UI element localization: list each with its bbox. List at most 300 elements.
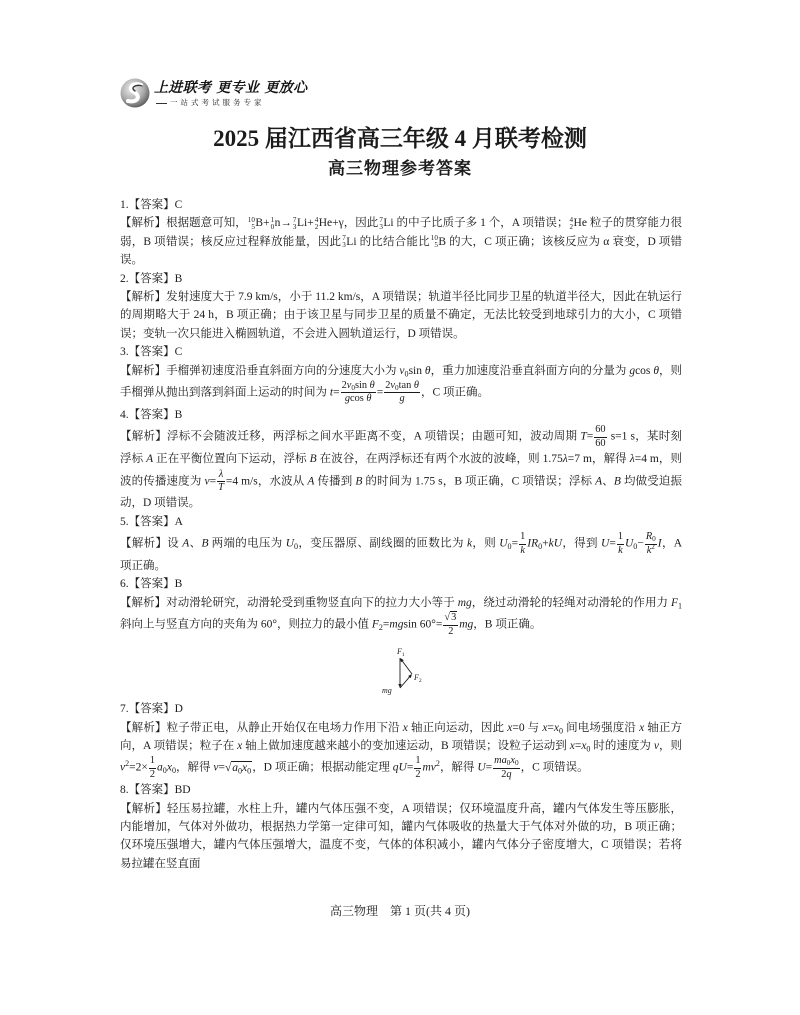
fraction xyxy=(443,612,458,638)
text-run: 的中子比质子多 1 个，A 项错误； xyxy=(393,217,569,230)
text-run: = xyxy=(382,618,390,631)
square-root xyxy=(444,611,457,623)
text-run: ，D 项正确；根据动能定理 xyxy=(252,761,393,774)
answer-label: 【答案】A xyxy=(128,515,183,528)
text-run: + xyxy=(307,217,314,230)
text-run: cos xyxy=(350,393,367,405)
text-run: = xyxy=(574,739,582,752)
text-run: = xyxy=(586,430,594,443)
analysis-paragraph xyxy=(120,362,682,406)
fraction xyxy=(645,531,657,557)
text-run: ，解得 xyxy=(439,761,478,774)
math-variable: mv xyxy=(422,761,436,774)
text-run: 【解析】设 xyxy=(120,537,183,550)
fraction xyxy=(217,469,225,495)
text-run: 1 xyxy=(149,755,156,767)
math-variable: x xyxy=(507,721,513,734)
mass-number: 7 xyxy=(379,215,383,224)
question-1 xyxy=(120,196,682,270)
math-variable: U xyxy=(624,537,634,550)
subscript: 0 xyxy=(538,542,543,552)
math-variable: v xyxy=(399,364,405,377)
math-variable: U xyxy=(499,537,508,550)
text-run: 2 xyxy=(501,768,507,780)
math-variable: x xyxy=(569,739,575,752)
answer-label: 【答案】D xyxy=(128,703,183,716)
text-run: ，则手榴弹从抛出到落到斜面上运动的时间为 xyxy=(120,364,683,399)
text-run: 3 xyxy=(451,612,457,624)
fraction xyxy=(519,531,526,557)
fraction-denominator xyxy=(414,769,421,781)
nuclide-scripts xyxy=(431,235,438,250)
atomic-number: 5 xyxy=(434,241,438,250)
question-header xyxy=(120,270,682,288)
question-number: 7. xyxy=(120,703,129,716)
math-variable: θ xyxy=(424,364,431,377)
label-f1-symbol: F xyxy=(397,647,402,657)
text-run: ，得到 xyxy=(562,537,601,550)
analysis-paragraph xyxy=(120,288,682,343)
analysis-paragraph xyxy=(120,800,682,874)
math-variable: x xyxy=(553,721,560,734)
mass-number: 7 xyxy=(292,215,297,224)
fraction-denominator xyxy=(341,393,376,405)
math-variable: λ xyxy=(218,468,224,480)
math-variable: v xyxy=(204,475,210,488)
element-symbol: n xyxy=(274,217,281,230)
text-run: + xyxy=(542,537,549,550)
math-variable: a xyxy=(232,761,239,774)
math-variable: θ xyxy=(653,364,659,377)
force-triangle-figure xyxy=(120,638,682,700)
question-5 xyxy=(120,513,682,576)
nuclide-symbol xyxy=(247,217,263,229)
question-3 xyxy=(120,343,682,406)
fraction-numerator xyxy=(594,424,606,437)
fraction-numerator xyxy=(341,380,376,393)
answer-label: 【答案】B xyxy=(128,578,183,591)
nuclide-symbol xyxy=(270,217,281,229)
fraction-numerator xyxy=(149,755,156,768)
math-variable: A xyxy=(146,453,154,466)
fraction xyxy=(384,380,420,406)
nuclide-symbol xyxy=(378,217,393,229)
text-run: ，A 项正确。 xyxy=(120,537,683,573)
text-run: ，C 项错误。 xyxy=(520,761,589,774)
math-variable: B xyxy=(201,537,209,550)
fraction-numerator xyxy=(384,380,420,393)
element-symbol: B xyxy=(438,235,447,248)
subscript: 0 xyxy=(652,535,656,544)
nuclide-symbol xyxy=(314,217,332,229)
square-root xyxy=(225,761,252,774)
text-run: 轴上做加速度越来越小的变加速运动，B 项错误；设粒子运动到 xyxy=(242,739,570,752)
text-run: 2 xyxy=(341,380,347,392)
math-variable: B xyxy=(309,453,317,466)
atomic-number: 2 xyxy=(314,222,319,231)
subscript: 0 xyxy=(586,744,591,754)
brand-slogan: 上进联考 更专业 更放心 xyxy=(154,80,308,96)
math-variable: B xyxy=(613,475,621,488)
text-run: = xyxy=(511,537,519,550)
subscript: 0 xyxy=(404,369,409,379)
math-variable: R xyxy=(645,531,653,543)
atomic-number: 2 xyxy=(569,222,574,231)
tagline-rule xyxy=(156,103,167,104)
fraction-denominator xyxy=(645,542,657,557)
analysis-paragraph xyxy=(120,214,682,269)
math-variable: k xyxy=(520,544,525,556)
text-run: 时的速度为 xyxy=(590,739,654,752)
fraction-numerator xyxy=(617,531,624,544)
subscript: 0 xyxy=(351,384,355,393)
text-run: ，绕过动滑轮的轻绳对动滑轮的作用力 xyxy=(471,596,671,609)
math-variable: g xyxy=(344,393,350,405)
question-4 xyxy=(120,406,682,513)
analysis-paragraph xyxy=(120,424,682,513)
question-number: 3. xyxy=(120,346,129,359)
math-variable: x xyxy=(510,755,515,767)
text-run: 1 xyxy=(415,755,421,767)
nuclide-scripts xyxy=(569,217,573,232)
mass-number: 10 xyxy=(430,233,438,242)
question-8 xyxy=(120,781,682,873)
math-variable: x xyxy=(237,739,243,752)
analysis-paragraph xyxy=(120,719,682,782)
label-f1 xyxy=(396,647,405,658)
text-run: =2× xyxy=(129,761,148,774)
text-run: 2 xyxy=(149,768,156,780)
text-run: = xyxy=(609,537,616,550)
math-variable: θ xyxy=(366,393,372,405)
math-variable: T xyxy=(580,430,587,443)
document-title: 2025 届江西省高三年级 4 月联考检测 xyxy=(213,126,587,151)
text-run: =7 m，解得 xyxy=(567,453,630,466)
fraction xyxy=(149,755,156,781)
math-variable: IR xyxy=(527,537,539,550)
math-variable: k xyxy=(646,544,652,556)
math-variable: g xyxy=(629,364,636,377)
subscript: 0 xyxy=(507,542,512,552)
superscript: 2 xyxy=(435,759,440,769)
text-run: 轴正向运动，因此 xyxy=(407,721,508,734)
document-subtitle: 高三物理参考答案 xyxy=(328,159,472,179)
text-run: = xyxy=(218,761,225,774)
atomic-number: 3 xyxy=(292,222,297,231)
text-run: 【解析】手榴弹初速度沿垂直斜面方向的分速度大小为 xyxy=(120,364,400,377)
text-run: 的大，C 项正确；该核反应为 α 衰变，D 项错误。 xyxy=(120,235,683,267)
text-run: 2 xyxy=(415,768,421,780)
text-run: = xyxy=(547,721,554,734)
text-run: = xyxy=(406,761,414,774)
subscript: 2 xyxy=(378,623,383,633)
text-run: 【解析】轻压易拉罐，水柱上升，罐内气体压强不变，A 项错误；仅环境温度升高，罐内气体发生等压膨胀，内能增加，气体对外做功，根据热力学第一定律可知，罐内气体吸收的热量大于气体对外做的功，B 项正确；仅环境压强增大，罐内气体压强增大，温度不变，气体的体积减小，罐内气体分子密度增大，C 项错误；若将易拉罐在竖直面 xyxy=(120,802,682,870)
text-run: cos xyxy=(635,364,654,377)
subscript: 0 xyxy=(515,759,519,768)
math-variable: F xyxy=(371,618,379,631)
text-run: 1 xyxy=(520,531,526,543)
text-run: 两端的电压为 xyxy=(208,537,286,550)
subscript: 0 xyxy=(171,766,176,776)
question-7 xyxy=(120,700,682,781)
question-header xyxy=(120,406,682,424)
mass-number: 1 xyxy=(270,215,275,224)
nuclide-scripts xyxy=(293,217,297,232)
atomic-number: 3 xyxy=(379,222,383,231)
answer-label: 【答案】C xyxy=(128,346,183,359)
math-variable: mg xyxy=(389,618,404,631)
element-symbol: Li xyxy=(346,235,357,248)
label-mg: mg xyxy=(382,686,392,696)
subscript: 0 xyxy=(633,542,638,552)
math-variable: x xyxy=(581,739,587,752)
question-header xyxy=(120,196,682,214)
element-symbol: Li xyxy=(296,217,308,230)
text-run: 均做受迫振动，D 项错误。 xyxy=(120,475,683,510)
fraction-numerator xyxy=(493,755,520,768)
math-variable: U xyxy=(477,761,486,774)
fraction-numerator xyxy=(519,531,526,544)
text-run: ，则 xyxy=(472,537,500,550)
text-run: 轴正方向，A 项错误；粒子在 xyxy=(120,721,683,752)
text-run: sin xyxy=(408,364,425,377)
nuclide-scripts xyxy=(315,217,319,232)
text-run: ，重力加速度沿垂直斜面方向的分量为 xyxy=(430,364,630,377)
label-f2-subscript: 2 xyxy=(418,678,422,685)
math-variable: qU xyxy=(392,761,407,774)
answer-label: 【答案】C xyxy=(128,199,183,211)
text-run: s=1 s，某时刻浮标 xyxy=(120,430,682,466)
math-variable: θ xyxy=(369,380,375,392)
radicand xyxy=(231,761,252,774)
subscript: 1 xyxy=(677,601,683,611)
math-variable: U xyxy=(285,537,295,550)
text-run: 【解析】发射速度大于 7.9 km/s，小于 11.2 km/s，A 项错误；轨道半径比同步卫星的轨道半径大，因此在轨运行的周期略大于 24 h，B 项正确；由于该卫星与同步卫星的质量不确定，无法比较受到地球引力的大小，C 项错误；变轨一次只能进入椭圆轨道，不会进入圆轨道运行，D 项错误。 xyxy=(120,291,682,340)
text-run: 【解析】根据题意可知， xyxy=(120,217,247,230)
question-header xyxy=(120,700,682,718)
fraction-numerator xyxy=(217,469,225,482)
nuclide-symbol xyxy=(292,217,307,229)
element-symbol: Li xyxy=(383,217,394,230)
subscript: 0 xyxy=(294,542,299,552)
text-run: 在波谷，在两浮标还有两个水波的波峰，则 1.75 xyxy=(316,453,563,466)
radicand xyxy=(450,611,457,623)
subscript: 0 xyxy=(395,384,399,393)
answer-key-content xyxy=(120,196,682,873)
text-run: =4 m/s，水波从 xyxy=(225,475,308,488)
nuclide-symbol xyxy=(568,217,586,229)
text-run: − xyxy=(637,537,644,550)
text-run: + xyxy=(263,217,270,230)
question-header xyxy=(120,575,682,593)
nuclide-symbol xyxy=(341,233,357,250)
math-variable: A xyxy=(307,475,315,488)
text-run: 粒子的贯穿能力很弱，B 项错误；核反应过程释放能量，因此 xyxy=(120,217,683,248)
text-run: 、 xyxy=(189,537,202,550)
math-variable: t xyxy=(329,386,334,399)
subscript: 0 xyxy=(247,766,252,776)
mass-number: 10 xyxy=(247,215,255,224)
question-header xyxy=(120,343,682,361)
analysis-paragraph xyxy=(120,531,682,575)
fraction xyxy=(594,424,606,450)
math-variable: x xyxy=(402,721,408,734)
math-variable: q xyxy=(506,768,512,780)
page-footer: 高三物理 第 1 页(共 4 页) xyxy=(330,904,470,918)
subscript: 0 xyxy=(238,766,243,776)
text-run: 正在平衡位置向下运动，浮标 xyxy=(153,453,310,466)
mass-number: 4 xyxy=(314,215,319,224)
math-variable: g xyxy=(399,393,405,405)
nuclide-scripts xyxy=(271,217,275,232)
text-run: =4 m，则波的传播速度为 xyxy=(120,453,683,488)
mass-number: 4 xyxy=(569,215,574,224)
text-run: = xyxy=(333,386,340,399)
answer-label: 【答案】B xyxy=(128,272,183,285)
math-variable: v xyxy=(390,380,395,392)
math-variable: v xyxy=(120,761,126,774)
brand-tagline: 一站式考试服务专家 xyxy=(170,98,265,107)
text-run: ，B 项正确。 xyxy=(473,618,542,631)
text-run: = xyxy=(485,761,493,774)
vector-f2 xyxy=(400,675,411,688)
vector-f1 xyxy=(401,660,412,675)
text-run: 【解析】粒子带正电，从静止开始仅在电场力作用下沿 xyxy=(120,721,403,734)
question-number: 5. xyxy=(120,515,129,528)
math-variable: ma xyxy=(494,755,507,767)
element-symbol: He xyxy=(318,217,333,230)
question-number: 8. xyxy=(120,784,129,797)
math-variable: B xyxy=(355,475,363,488)
fraction-denominator xyxy=(149,769,156,781)
question-6 xyxy=(120,575,682,700)
math-variable: x xyxy=(542,721,548,734)
text-run: ，则 xyxy=(658,739,683,752)
label-f2 xyxy=(413,673,422,684)
publisher-logo xyxy=(119,76,308,110)
math-variable: k xyxy=(618,544,623,556)
math-variable: F xyxy=(670,596,678,609)
subscript: 0 xyxy=(559,725,564,735)
text-run: → xyxy=(280,217,292,230)
element-symbol: He xyxy=(573,217,587,230)
fraction-denominator xyxy=(384,393,420,405)
fraction-denominator xyxy=(594,438,606,450)
text-run: = xyxy=(376,386,384,399)
math-variable: T xyxy=(218,481,224,493)
text-run: ，C 项正确。 xyxy=(420,386,489,399)
question-number: 4. xyxy=(120,408,129,421)
math-variable: U xyxy=(601,537,610,550)
math-variable: v xyxy=(346,380,352,392)
fraction xyxy=(414,755,421,781)
math-variable: I xyxy=(657,537,662,550)
text-run: 的比结合能比 xyxy=(356,235,430,248)
math-variable: a xyxy=(157,761,163,774)
math-variable: x xyxy=(639,721,645,734)
fraction-denominator xyxy=(493,769,520,781)
text-run: 1 xyxy=(617,531,623,543)
subscript: 0 xyxy=(162,766,167,776)
text-run: ，解得 xyxy=(175,761,214,774)
math-variable: λ xyxy=(562,453,568,466)
text-run: 【解析】浮标不会随波迁移，两浮标之间水平距离不变，A 项错误；由题可知，波动周期 xyxy=(120,430,581,443)
swirl-logo-icon xyxy=(119,77,151,109)
question-header xyxy=(120,781,682,799)
text-run: 2 xyxy=(448,625,454,637)
text-run: tan xyxy=(398,380,414,392)
subscript: 0 xyxy=(506,759,511,768)
fraction xyxy=(617,531,624,557)
mass-number: 7 xyxy=(342,233,346,242)
label-f2-symbol: F xyxy=(414,673,419,683)
question-number: 2. xyxy=(120,272,129,285)
atomic-number: 5 xyxy=(251,222,255,231)
superscript: 2 xyxy=(651,542,655,551)
element-symbol: B xyxy=(255,217,264,230)
text-run: +γ，因此 xyxy=(332,217,379,230)
math-variable: v xyxy=(213,761,219,774)
fraction-denominator xyxy=(519,545,526,557)
math-variable: A xyxy=(595,475,603,488)
text-run: 60 xyxy=(595,437,606,449)
text-run: =0 与 xyxy=(512,721,543,734)
fraction-denominator xyxy=(617,545,624,557)
text-run: 60 xyxy=(595,424,606,436)
question-number: 6. xyxy=(120,578,129,591)
text-run: 传播到 xyxy=(314,475,356,488)
text-run: 【解析】对动滑轮研究，动滑轮受到重物竖直向下的拉力大小等于 xyxy=(120,596,458,609)
math-variable: mg xyxy=(457,596,472,609)
math-variable: k xyxy=(466,537,473,550)
text-run: 2 xyxy=(385,380,391,392)
question-2 xyxy=(120,270,682,344)
math-variable: λ xyxy=(629,453,635,466)
text-run: ，变压器原、副线圈的匝数比为 xyxy=(298,537,467,550)
fraction-numerator xyxy=(443,612,458,625)
text-run: 的时间为 1.75 s，B 项正确，C 项错误；浮标 xyxy=(362,475,596,488)
analysis-paragraph xyxy=(120,594,682,638)
math-variable: θ xyxy=(413,380,419,392)
text-run: 间电场强度沿 xyxy=(563,721,640,734)
math-variable: kU xyxy=(548,537,563,550)
force-diagram xyxy=(373,644,429,696)
answer-label: 【答案】BD xyxy=(128,784,191,797)
math-variable: v xyxy=(653,739,659,752)
fraction xyxy=(493,755,520,781)
question-number: 1. xyxy=(120,199,129,211)
text-run: = xyxy=(209,475,217,488)
text-run: sin xyxy=(354,380,370,392)
text-run: 斜向上与竖直方向的夹角为 60°，则拉力的最小值 xyxy=(120,618,372,631)
text-run: 、 xyxy=(602,475,614,488)
text-run: sin 60°= xyxy=(403,618,443,631)
nuclide-scripts xyxy=(248,217,255,232)
math-variable: A xyxy=(182,537,190,550)
math-variable: x xyxy=(242,761,248,774)
answer-label: 【答案】B xyxy=(128,408,183,421)
math-variable: mg xyxy=(459,618,474,631)
nuclide-symbol xyxy=(430,233,447,250)
fraction-denominator xyxy=(217,482,225,494)
fraction-denominator xyxy=(443,626,458,638)
atomic-number: 0 xyxy=(270,222,275,231)
fraction xyxy=(341,380,376,406)
superscript: 2 xyxy=(125,759,130,769)
atomic-number: 3 xyxy=(342,241,346,250)
fraction-numerator xyxy=(414,755,421,768)
label-f1-subscript: 1 xyxy=(401,652,405,659)
